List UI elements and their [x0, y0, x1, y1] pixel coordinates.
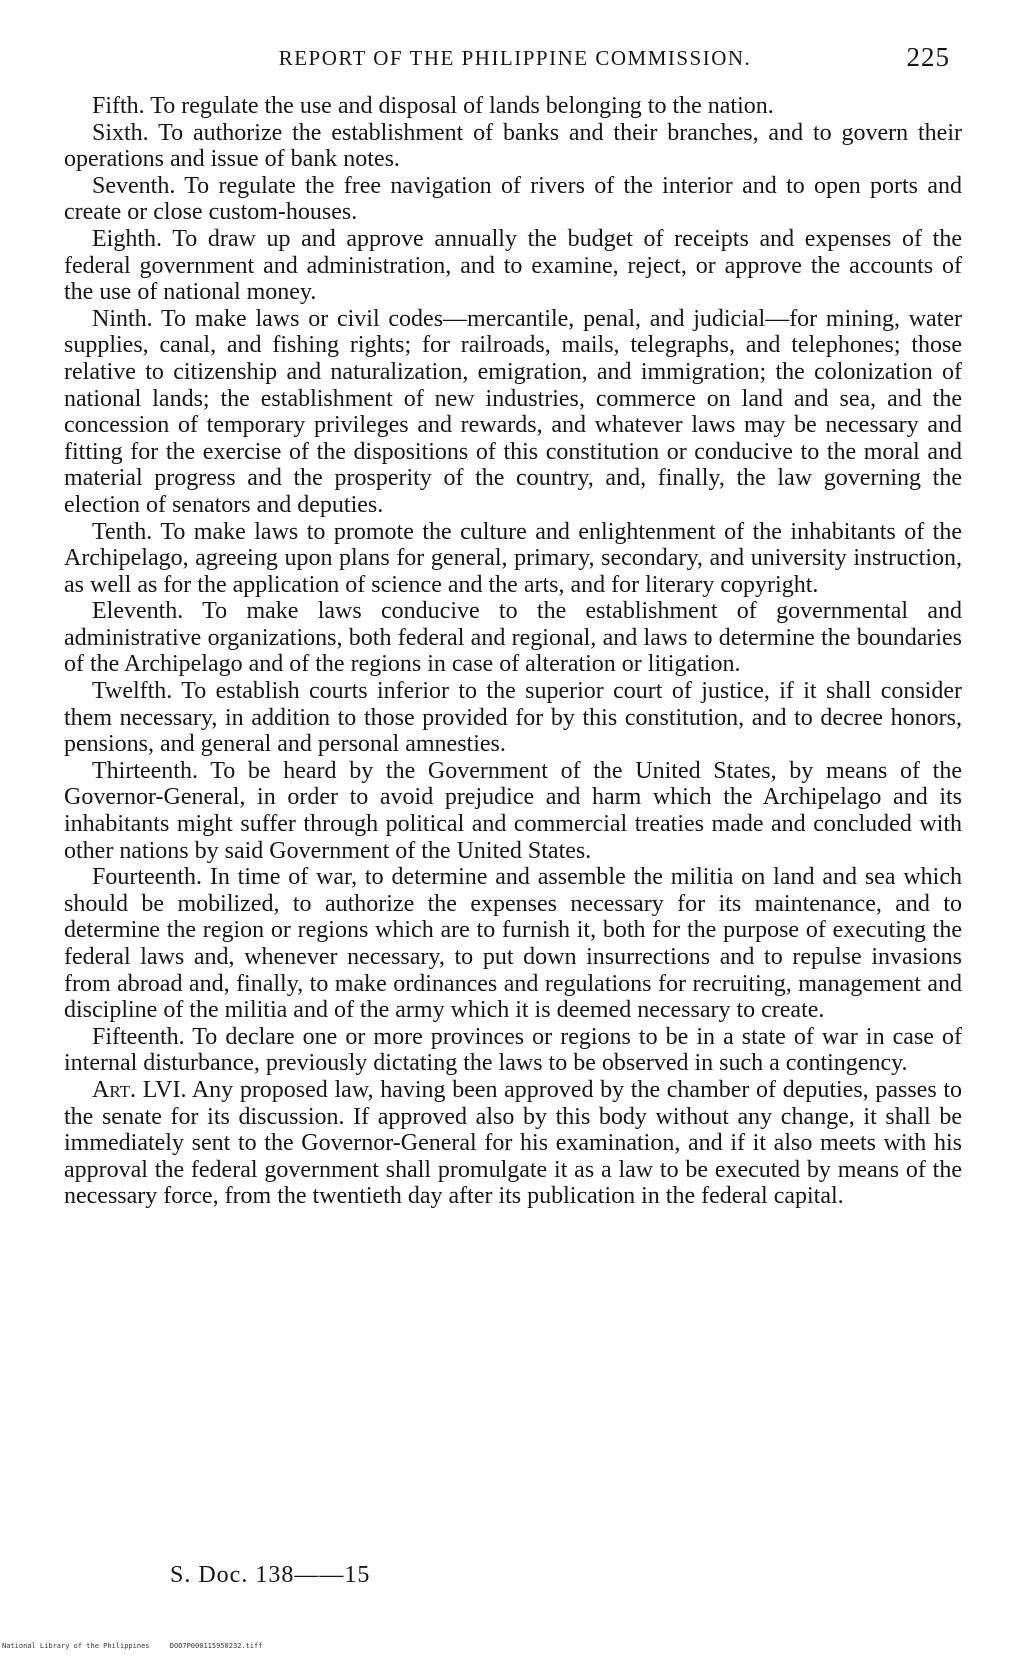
- footer-library: National Library of the Philippines: [2, 1642, 150, 1650]
- paragraph-twelfth: Twelfth. To establish courts inferior to the superior court of justice, if it shall consider them necessary, in addition to those provided for by this constitution, and to decree honors, pensions, and general and personal amnesties.: [64, 678, 962, 758]
- running-title: REPORT OF THE PHILIPPINE COMMISSION.: [278, 46, 752, 70]
- signature-mark: S. Doc. 138——15: [170, 1562, 371, 1588]
- paragraph-eleventh: Eleventh. To make laws conducive to the establishment of governmental and administrative organizations, both federal and regional, and laws to determine the boundaries of the Archipelago and of the regions in case of alteration or litigation.: [64, 598, 962, 678]
- page-header: [80, 42, 950, 76]
- paragraph-eighth: Eighth. To draw up and approve annually the budget of receipts and expenses of the federal government and administration, and to examine, reject, or approve the accounts of the use of national money.: [64, 225, 962, 306]
- body-text: [64, 93, 962, 1210]
- paragraph-fifteenth: Fifteenth. To declare one or more provinces or regions to be in a state of war in case of internal disturbance, previously dictating the laws to be observed in such a contingency.: [64, 1023, 962, 1077]
- paragraph-tenth: Tenth. To make laws to promote the culture and enlightenment of the inhabitants of the Archipelago, agreeing upon plans for general, primary, secondary, and university instruction, as well as for the application of science and the arts, and for literary copyright.: [64, 518, 962, 598]
- page-number: 225: [906, 42, 950, 72]
- paragraph-seventh: Seventh. To regulate the free navigation of rivers of the interior and to open ports and create or close custom-houses.: [64, 172, 962, 226]
- paragraph-fifth: Fifth. To regulate the use and disposal of lands belonging to the nation.: [92, 93, 774, 119]
- paragraph-ninth: Ninth. To make laws or civil codes—mercantile, penal, and judicial—for mining, water supplies, canal, and fishing rights; for railroads, mails, telegraphs, and telephones; those relative to citizenship and naturalization, emigration, and immigration; the colonization of national lands; the establishment of new industries, commerce on land and sea, and the concession of temporary privileges and rewards, and whatever laws may be necessary and fitting for the exercise of the dispositions of this constitution or conducive to the moral and material progress and the prosperity of the country, and, finally, the law governing the election of senators and deputies.: [64, 305, 962, 518]
- article-label: Art. LVI.: [92, 1076, 187, 1103]
- paragraph-fourteenth: Fourteenth. In time of war, to determine and assemble the militia on land and sea which should be mobilized, to authorize the expenses necessary for its maintenance, and to determine the region or regions which are to furnish it, both for the purpose of executing the federal laws and, whenever necessary, to put down insurrections and to repulse invasions from abroad and, finally, to make ordinances and regulations for recruiting, management and discipline of the militia and of the army which it is deemed necessary to create.: [64, 864, 962, 1024]
- scan-footer: [2, 1642, 278, 1650]
- footer-file: DOO7P000115950232.tiff: [169, 1642, 263, 1650]
- paragraph-sixth: Sixth. To authorize the establishment of banks and their branches, and to govern their operations and issue of bank notes.: [64, 119, 962, 173]
- article-lvi: [64, 1077, 962, 1210]
- paragraph-thirteenth: Thirteenth. To be heard by the Government of the United States, by means of the Governor-General, in order to avoid prejudice and harm which the Archipelago and its inhabitants might suffer through political and commercial treaties made and concluded with other nations by said Government of the United States.: [64, 757, 962, 864]
- article-text: Any proposed law, having been approved by the chamber of deputies, passes to the senate for its discussion. If approved also by this body without any change, it shall be immediately sent to the Governor-General for his examination, and if it also meets with his approval the federal government shall promulgate it as a law to be executed by means of the necessary force, from the twentieth day after its publication in the federal capital.: [64, 1076, 962, 1210]
